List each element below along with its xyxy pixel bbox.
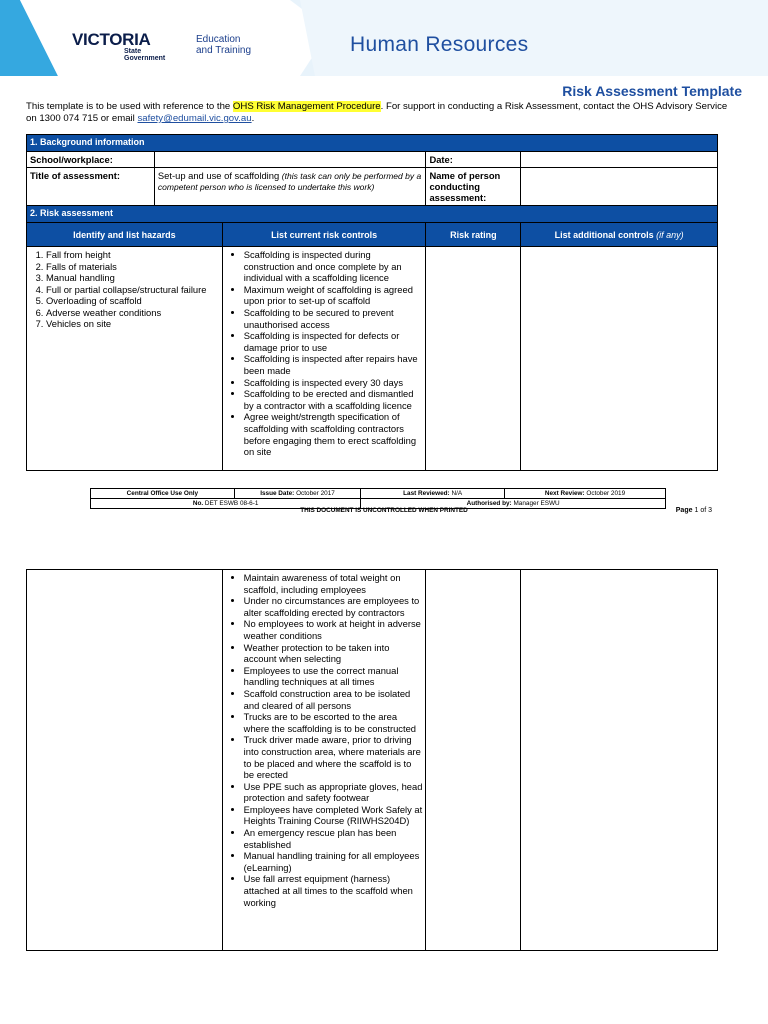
central-office-label: Central Office Use Only bbox=[91, 489, 235, 499]
control-item: • Employees to use the correct manual handling techniques at all times bbox=[244, 665, 423, 688]
document-title: Risk Assessment Template bbox=[562, 83, 742, 99]
document-footer bbox=[90, 488, 666, 509]
control-item: • Scaffolding to be secured to prevent unauthorised access bbox=[244, 307, 423, 330]
issue-date-label: Issue Date: bbox=[260, 490, 295, 497]
intro-text-2: . For support in conducting a Risk Assessment, contact the OHS Advisory Service on 1300 074 715 or email bbox=[26, 101, 728, 124]
page-current: 1 bbox=[694, 507, 699, 514]
control-item: • Agree weight/strength specification of scaffolding with scaffolding contractors before engaging them to erect scaffolding on site bbox=[244, 411, 423, 457]
document-number-label: No. bbox=[192, 500, 204, 507]
control-item: • Manual handling training for all employees (eLearning) bbox=[244, 850, 423, 873]
control-item: • Use fall arrest equipment (harness) attached at all times to the scaffold when working bbox=[244, 873, 423, 908]
control-item: • Use PPE such as appropriate gloves, head protection and safety footwear bbox=[244, 781, 423, 804]
title-label: Title of assessment: bbox=[27, 168, 155, 206]
last-reviewed-label: Last Reviewed: bbox=[403, 490, 450, 497]
email-link[interactable]: safety@edumail.vic.gov.au bbox=[137, 113, 252, 124]
hazards-cell[interactable] bbox=[27, 247, 223, 471]
department-line-1: Education bbox=[196, 34, 241, 45]
header-banner bbox=[0, 0, 768, 76]
controls-cell-continued[interactable] bbox=[222, 570, 426, 951]
risk-heading: 2. Risk assessment bbox=[27, 206, 718, 223]
hazards-cell-continued[interactable] bbox=[27, 570, 223, 951]
page-number bbox=[676, 507, 712, 514]
next-review-label: Next Review: bbox=[544, 490, 585, 497]
person-field[interactable] bbox=[521, 168, 718, 206]
next-review-value: October 2019 bbox=[586, 490, 626, 497]
additional-cell-continued[interactable] bbox=[521, 570, 718, 951]
additional-cell[interactable] bbox=[521, 247, 718, 471]
control-item: • Scaffolding is inspected after repairs have been made bbox=[244, 353, 423, 376]
hazard-item: 1. Fall from height bbox=[46, 249, 219, 261]
control-item: • Maximum weight of scaffolding is agreed upon prior to set-up of scaffold bbox=[244, 284, 423, 307]
intro-text-3: . bbox=[251, 113, 255, 124]
date-field[interactable] bbox=[521, 152, 718, 168]
control-item: • Scaffold construction area to be isolated and cleared of all persons bbox=[244, 688, 423, 711]
control-item: • Employees have completed Work Safely at Heights Training Course (RIIWHS204D) bbox=[244, 804, 423, 827]
logo-sub-line-1: State bbox=[124, 48, 142, 55]
hazard-item: 3. Manual handling bbox=[46, 272, 219, 284]
authorised-by-label: Authorised by: bbox=[466, 500, 512, 507]
person-label: Name of person conducting assessment: bbox=[426, 168, 521, 206]
school-field[interactable] bbox=[154, 152, 426, 168]
next-review bbox=[505, 489, 666, 499]
control-item: • Scaffolding is inspected during construction and once complete by an individual with a scaffolding licence bbox=[244, 249, 423, 284]
logo-sub-text bbox=[124, 48, 165, 62]
control-item: • Scaffolding to be erected and dismantled by a contractor with a scaffolding licence bbox=[244, 388, 423, 411]
control-item: • No employees to work at height in adverse weather conditions bbox=[244, 618, 423, 641]
intro-text-1: This template is to be used with reference to the bbox=[26, 101, 233, 112]
control-item: • Weather protection to be taken into account when selecting bbox=[244, 642, 423, 665]
control-item: • An emergency rescue plan has been established bbox=[244, 827, 423, 850]
assessment-table-continued bbox=[26, 569, 718, 951]
last-reviewed bbox=[361, 489, 505, 499]
procedure-link[interactable]: OHS Risk Management Procedure bbox=[232, 101, 381, 112]
rating-cell-continued[interactable] bbox=[426, 570, 521, 951]
col-rating-header: Risk rating bbox=[426, 223, 521, 247]
document-number-value: DET ESWB 08-6-1 bbox=[204, 500, 259, 507]
authorised-by-value: Manager ESWU bbox=[513, 500, 560, 507]
control-item: • Maintain awareness of total weight on scaffold, including employees bbox=[244, 572, 423, 595]
logo-main-text: VICTORIA bbox=[72, 30, 151, 49]
last-reviewed-value: N/A bbox=[451, 490, 463, 497]
issue-date bbox=[234, 489, 361, 499]
page-label: Page bbox=[675, 507, 693, 514]
rating-cell[interactable] bbox=[426, 247, 521, 471]
hazards-list bbox=[30, 249, 219, 330]
assessment-table bbox=[26, 134, 718, 471]
title-field[interactable] bbox=[154, 168, 426, 206]
school-label: School/workplace: bbox=[27, 152, 155, 168]
title-value: Set-up and use of scaffolding bbox=[157, 170, 280, 181]
hazard-item: 4. Full or partial collapse/structural failure bbox=[46, 284, 219, 296]
col-hazards-header: Identify and list hazards bbox=[27, 223, 223, 247]
control-item: • Scaffolding is inspected every 30 days bbox=[244, 377, 423, 389]
hazard-item: 6. Adverse weather conditions bbox=[46, 307, 219, 319]
col-additional-note: (if any) bbox=[656, 229, 684, 240]
date-label: Date: bbox=[426, 152, 521, 168]
logo-sub-line-2: Government bbox=[124, 55, 166, 62]
control-item: • Under no circumstances are employees to alter scaffolding erected by contractors bbox=[244, 595, 423, 618]
controls-cell[interactable] bbox=[222, 247, 426, 471]
page-total: of 3 bbox=[700, 507, 712, 514]
title-note: (this task can only be performed by a competent person who is licensed to undertake this work) bbox=[157, 171, 422, 192]
control-item: • Scaffolding is inspected for defects or damage prior to use bbox=[244, 330, 423, 353]
hazard-item: 2. Falls of materials bbox=[46, 261, 219, 273]
department-line-2: and Training bbox=[196, 45, 252, 56]
issue-date-value: October 2017 bbox=[296, 490, 335, 497]
controls-list-continued bbox=[226, 572, 423, 908]
victoria-logo bbox=[72, 30, 172, 64]
controls-list bbox=[226, 249, 423, 458]
background-heading: 1. Background information bbox=[27, 135, 718, 152]
uncontrolled-notice: THIS DOCUMENT IS UNCONTROLLED WHEN PRINTED bbox=[300, 507, 468, 514]
col-additional-header bbox=[521, 223, 718, 247]
hazard-item: 5. Overloading of scaffold bbox=[46, 295, 219, 307]
section-title: Human Resources bbox=[350, 33, 529, 56]
control-item: • Truck driver made aware, prior to driving into construction area, where materials are to be placed and where the scaffold is to be erected bbox=[244, 734, 423, 780]
department-name bbox=[196, 34, 251, 56]
col-controls-header: List current risk controls bbox=[222, 223, 426, 247]
col-additional-label: List additional controls bbox=[554, 229, 654, 240]
hazard-item: 7. Vehicles on site bbox=[46, 318, 219, 330]
intro-paragraph bbox=[26, 101, 732, 125]
control-item: • Trucks are to be escorted to the area where the scaffolding is to be constructed bbox=[244, 711, 423, 734]
